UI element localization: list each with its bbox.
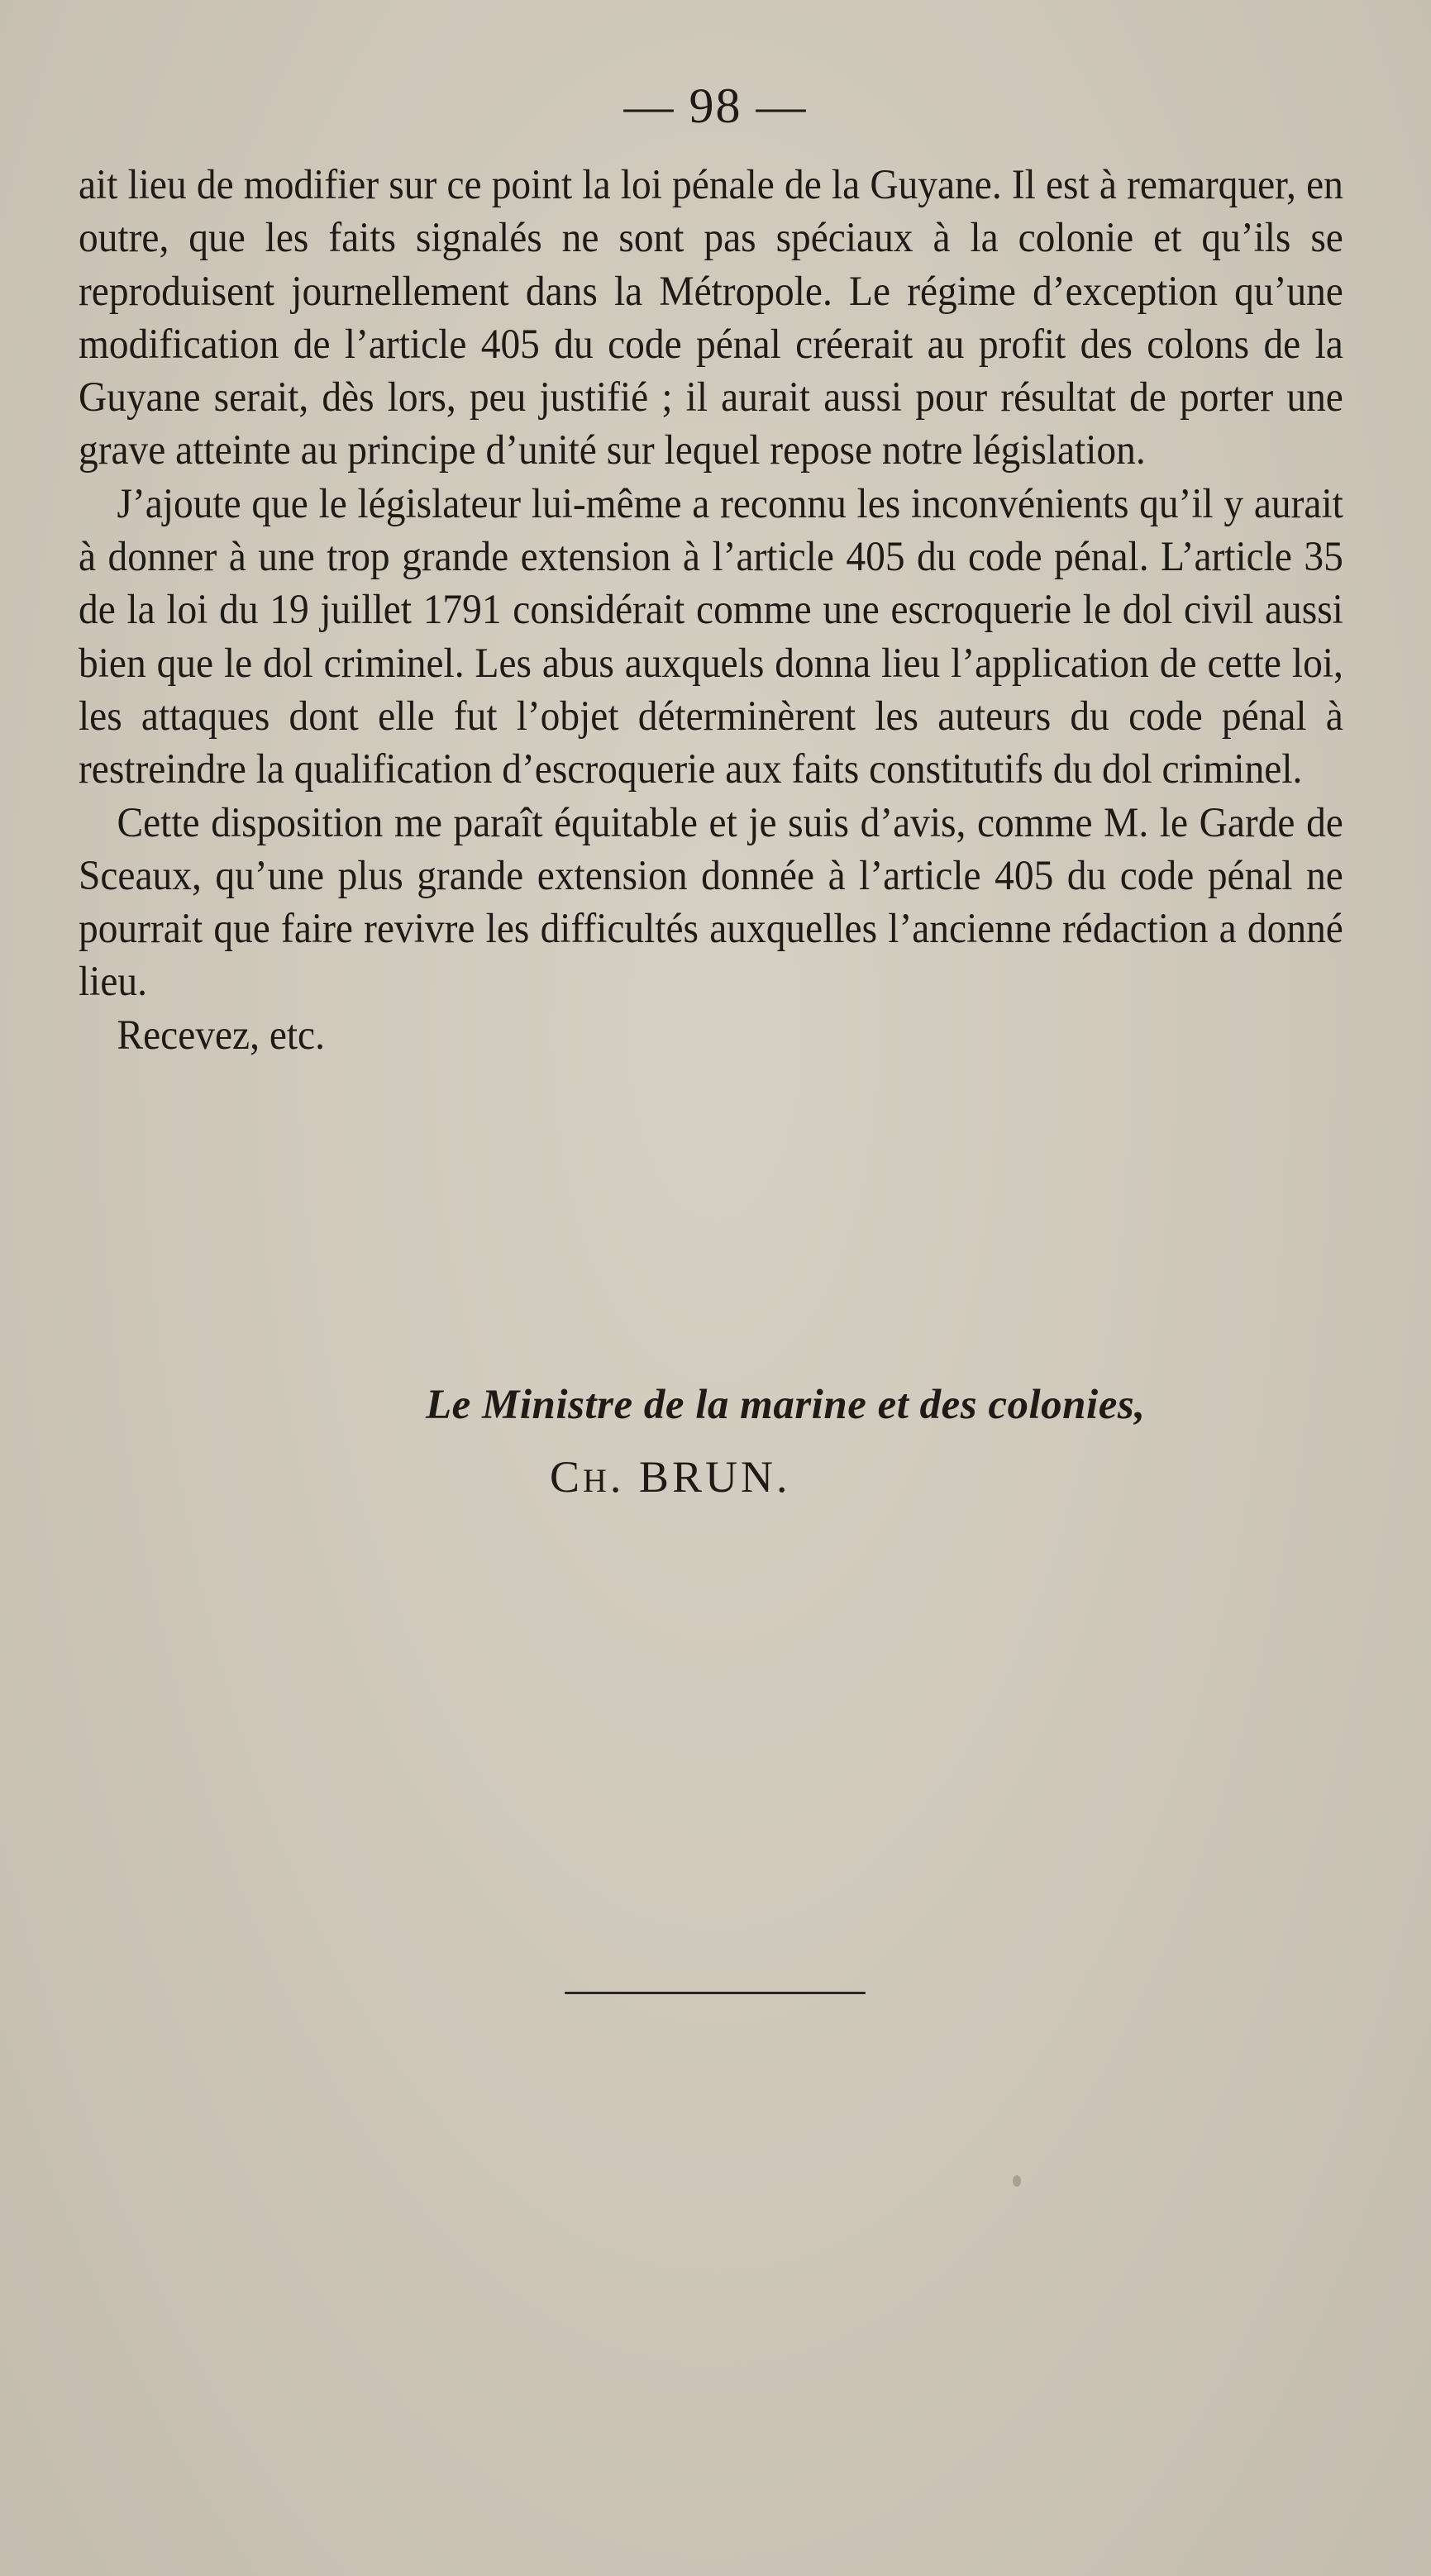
end-rule-divider bbox=[565, 1992, 866, 1994]
body-text bbox=[79, 159, 1343, 1062]
paper-stain bbox=[1013, 2175, 1021, 2187]
signature-title: Le Ministre de la marine et des colonies, bbox=[426, 1382, 1146, 1428]
signature-name-initial: C bbox=[550, 1452, 584, 1502]
paragraph-2: J’ajoute que le législateur lui-même a reconnu les inconvénients qu’il y aurait à donner à une trop grande extension à l’article 405 du code pénal. L’article 35 de la loi du 19 juillet 1791 considérait comme une escroquerie le dol civil aussi bien que le dol criminel. Les abus auxquels donna lieu l’application de cette loi, les attaques dont elle fut l’objet déterminèrent les auteurs du code pénal à restreindre la qualification d’escroquerie aux faits constitutifs du dol criminel. bbox=[79, 480, 1343, 793]
signature-name bbox=[550, 1452, 791, 1502]
paragraph-3: Cette disposition me paraît équitable et je suis d’avis, comme M. le Garde de Sceaux, qu’une plus grande extension donnée à l’article 405 du code pénal ne pourrait que faire revivre les difficultés auxquelles l’ancienne rédaction a donné lieu. bbox=[79, 799, 1343, 1006]
signature-name-rest: . BRUN. bbox=[609, 1452, 791, 1502]
paragraph-1: ait lieu de modifier sur ce point la loi pénale de la Guyane. Il est à remarquer, en outre, que les faits signalés ne sont pas spéciaux à la colonie et qu’ils se reproduisent journellement dans la Métropole. Le régime d’exception qu’une modification de l’article 405 du code pénal créerait au profit des colons de la Guyane serait, dès lors, peu justifié ; il aurait aussi pour résultat de porter une grave atteinte au principe d’unité sur lequel repose notre législation. bbox=[79, 162, 1343, 474]
closing-formula: Recevez, etc. bbox=[117, 1012, 325, 1059]
signature-name-initial-rest: H bbox=[583, 1462, 610, 1499]
page-number: — 98 — bbox=[623, 79, 808, 133]
